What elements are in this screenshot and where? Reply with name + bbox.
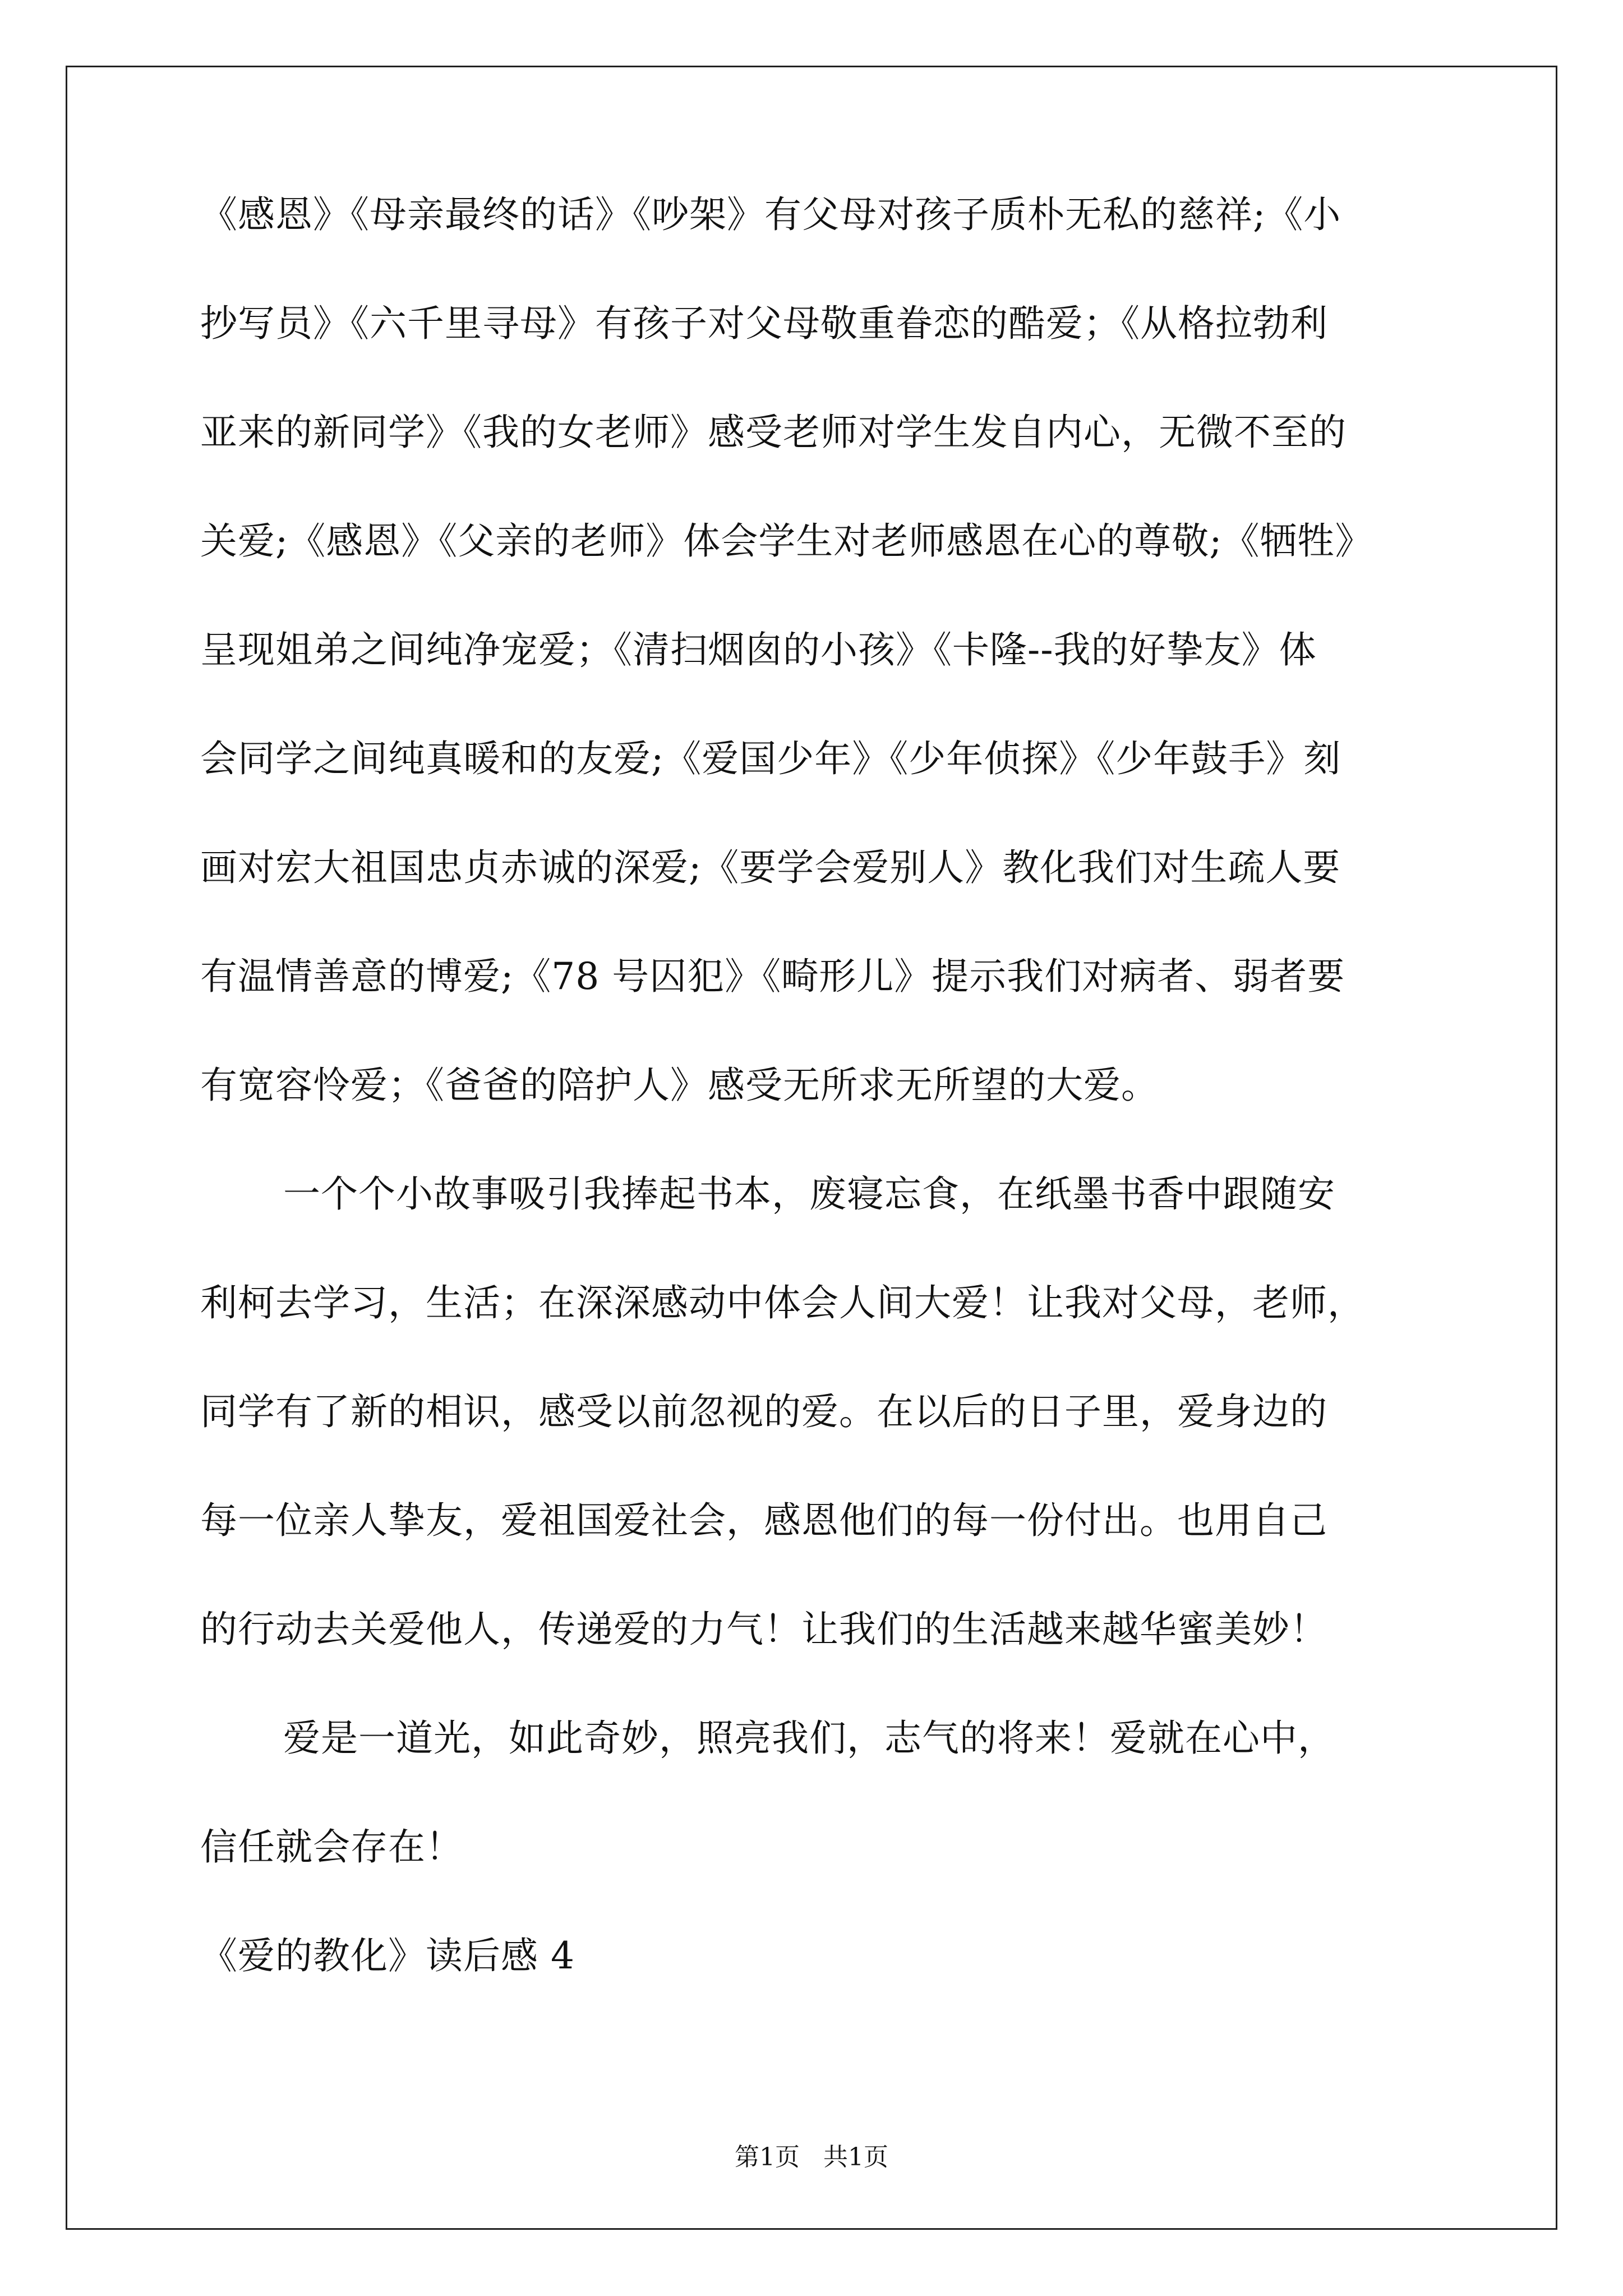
- paragraph-line: 抄写员》《六千里寻母》有孩子对父母敬重眷恋的酷爱；《从格拉勃利: [200, 302, 1328, 345]
- paragraph-line: 信任就会存在！: [200, 1825, 463, 1869]
- paragraph-line: 会同学之间纯真暖和的友爱;《爱国少年》《少年侦探》《少年鼓手》刻: [200, 737, 1341, 780]
- paragraph-line: 同学有了新的相识，感受以前忽视的爱。在以后的日子里，爱身边的: [200, 1390, 1327, 1433]
- section-heading: 《爱的教化》读后感 4: [200, 1934, 575, 1977]
- paragraph-line: 利柯去学习，生活；在深深感动中体会人间大爱！让我对父母，老师，: [200, 1281, 1365, 1324]
- paragraph-line: 的行动去关爱他人，传递爱的力气！让我们的生活越来越华蜜美妙！: [200, 1608, 1327, 1651]
- paragraph-line: 每一位亲人挚友，爱祖国爱社会，感恩他们的每一份付出。也用自己: [200, 1499, 1327, 1542]
- document-body: [200, 191, 1434, 2041]
- page-footer: 第1页 共1页: [735, 2143, 888, 2171]
- paragraph-line: 亚来的新同学》《我的女老师》感受老师对学生发自内心，无微不至的: [200, 411, 1347, 454]
- paragraph-line: 《感恩》《母亲最终的话》《吵架》有父母对孩子质朴无私的慈祥;《小: [200, 193, 1341, 236]
- paragraph-line: 一个个小故事吸引我捧起书本，废寝忘食，在纸墨书香中跟随安: [283, 1172, 1335, 1216]
- paragraph-line: 爱是一道光，如此奇妙，照亮我们，志气的将来！爱就在心中，: [283, 1717, 1335, 1760]
- paragraph-line: 有宽容怜爱；《爸爸的陪护人》感受无所求无所望的大爱。: [200, 1064, 1159, 1107]
- paragraph-line: 有温情善意的博爱;《78 号囚犯》《畸形儿》提示我们对病者、弱者要: [200, 955, 1345, 998]
- paragraph-line: 关爱;《感恩》《父亲的老师》体会学生对老师感恩在心的尊敬;《牺牲》: [200, 519, 1373, 563]
- paragraph-line: 呈现姐弟之间纯净宠爱；《清扫烟囱的小孩》《卡隆--我的好挚友》体: [200, 628, 1317, 671]
- paragraph-line: 画对宏大祖国忠贞赤诚的深爱;《要学会爱别人》教化我们对生疏人要: [200, 846, 1341, 889]
